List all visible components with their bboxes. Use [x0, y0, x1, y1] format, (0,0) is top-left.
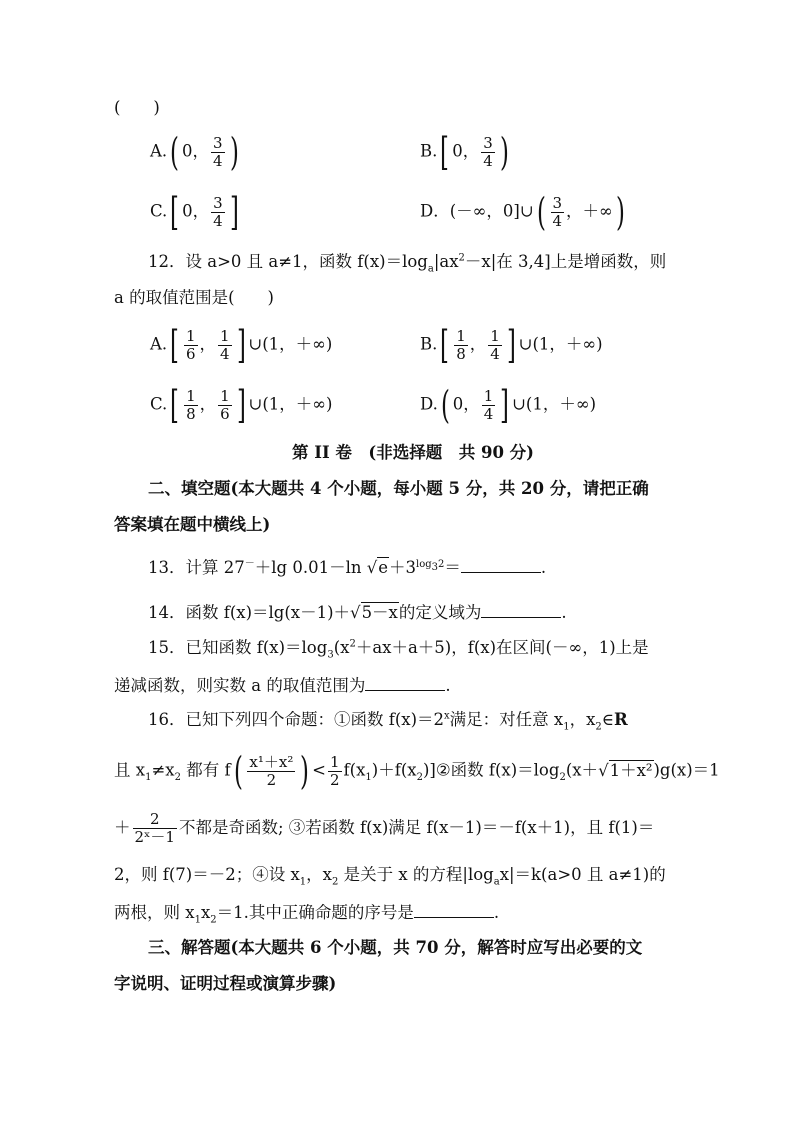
option-label: A.	[150, 141, 168, 161]
frac-num: 3	[483, 133, 493, 152]
frac-den: 2	[266, 770, 277, 789]
frac-den: 4	[490, 344, 500, 363]
sub: 1	[299, 876, 307, 888]
fraction	[551, 193, 565, 230]
q11-option-d	[420, 190, 628, 234]
answer-blank[interactable]	[461, 558, 541, 573]
q16-text: <	[312, 760, 326, 780]
sub: a	[427, 263, 434, 275]
bracket-left: [	[440, 323, 450, 367]
q11-option-b	[420, 130, 512, 174]
frac-den: 2	[330, 770, 340, 789]
sub: 2	[595, 721, 602, 733]
paren-right: )	[615, 190, 625, 234]
option-expr: 0，	[182, 201, 210, 221]
q16-text: )]②函数 f(x)＝log	[422, 760, 560, 780]
frac-num: 2	[133, 812, 177, 829]
answer-blank[interactable]	[481, 603, 561, 618]
union-text: ∪(1，＋∞)	[248, 394, 333, 414]
frac-num: 1	[490, 326, 500, 345]
q13	[148, 558, 546, 577]
fraction	[211, 193, 225, 230]
sup: 2	[438, 558, 445, 570]
frac-num: 1	[220, 386, 230, 405]
q11-option-a	[150, 130, 241, 174]
q12-stem-line1	[148, 252, 667, 275]
q14-text: 的定义域为	[398, 603, 482, 622]
frac-den: 4	[483, 404, 494, 423]
fraction	[482, 386, 496, 423]
section-ii-heading: 第 II 卷 (非选择题 共 90 分)	[292, 443, 534, 462]
q16-text: ＝1.其中正确命题的序号是	[216, 903, 414, 922]
fraction	[211, 133, 225, 170]
stem-text: 12．设 a>0 且 a≠1，函数 f(x)＝log	[148, 252, 428, 271]
frac-num: 1	[220, 326, 230, 345]
q16-text: x|＝k(a>0 且 a≠1)的	[499, 865, 666, 884]
q16-text: 2，则 f(7)＝－2；④设 x	[114, 865, 300, 884]
frac-den: 8	[456, 344, 466, 363]
frac-num: 3	[213, 193, 223, 212]
q15-text: 递减函数，则实数 a 的取值范围为	[114, 676, 366, 695]
q16-text: ，x	[569, 710, 596, 729]
answer-heading-line1: 三、解答题(本大题共 6 个小题，共 70 分，解答时应写出必要的文	[148, 938, 643, 957]
fraction	[184, 326, 198, 363]
q16-line4	[114, 865, 666, 888]
q11-paren: ( )	[114, 98, 160, 117]
q12-option-b: B.[ $\frac{1}{8}$ ， $\frac{1}{4}$ ] ∪(1，＋∞)	[420, 323, 603, 367]
sub: a	[493, 876, 500, 888]
q13-text: 13．计算 27	[148, 558, 245, 577]
q16-line2	[114, 749, 720, 793]
q12-option-c: C.[ $\frac{1}{8}$ ， $\frac{1}{6}$ ] ∪(1，＋∞)	[150, 383, 333, 427]
q12-option-d	[420, 383, 597, 427]
sub: 2	[416, 771, 423, 783]
set-r: R	[614, 710, 628, 729]
stem-text: |ax	[433, 252, 459, 271]
paren-left: (	[440, 383, 450, 427]
option-label: D．(－∞，0]∪	[420, 201, 534, 221]
frac-num: 3	[552, 193, 563, 212]
union-text: ∪(1，＋∞)	[248, 334, 333, 354]
fraction	[247, 752, 295, 789]
q16-text: ∈	[601, 710, 615, 729]
option-expr: 0，	[182, 141, 209, 161]
sub: 2	[210, 914, 217, 926]
sub: 2	[174, 771, 181, 783]
option-label: B.	[420, 334, 438, 354]
bracket-right: ]	[229, 190, 239, 234]
sub: 1	[563, 721, 570, 733]
frac-num: 1	[456, 326, 466, 345]
sqrt: √1＋x²	[598, 760, 653, 780]
paren-left: (	[170, 130, 180, 174]
fill-in-heading-line1: 二、填空题(本大题共 4 个小题，每小题 5 分，共 20 分，请把正确	[148, 479, 649, 498]
option-label: A.	[150, 334, 168, 354]
bracket-left: [	[170, 383, 180, 427]
sub: 3	[431, 561, 439, 573]
paren-left: (	[233, 749, 243, 793]
q14	[148, 603, 567, 622]
paren-right: )	[300, 749, 310, 793]
q16-text: 满足：对任意 x	[449, 710, 564, 729]
q16-text: 是关于 x 的方程|log	[338, 865, 494, 884]
sub: 1	[365, 771, 372, 783]
sup: log	[416, 558, 432, 570]
q12-option-a: A.[ $\frac{1}{6}$ ， $\frac{1}{4}$ ] ∪(1，＋∞)	[150, 323, 333, 367]
paren-right: )	[499, 130, 509, 174]
bracket-right: ]	[236, 323, 246, 367]
q16-text: )g(x)＝1	[653, 760, 720, 780]
q11-option-c	[150, 190, 242, 234]
period: .	[561, 603, 567, 622]
q16-text: x	[200, 903, 211, 922]
sup: 2	[349, 638, 356, 650]
sup: －	[244, 558, 255, 570]
option-label: C.	[150, 394, 168, 414]
q16-text: 两根，则 x	[114, 903, 195, 922]
radicand: 1＋x²	[609, 760, 653, 780]
fraction	[184, 386, 198, 423]
paren-right: )	[229, 130, 239, 174]
fraction	[218, 326, 232, 363]
union-text: ∪(1，＋∞)	[512, 394, 597, 414]
bracket-left: [	[440, 130, 450, 174]
frac-den: 4	[213, 211, 223, 230]
option-expr: ，＋∞	[566, 201, 613, 221]
fraction	[488, 326, 502, 363]
q15-text: ＋ax＋a＋5)，f(x)在区间(－∞，1)上是	[355, 638, 649, 657]
frac-den: 6	[186, 344, 196, 363]
q16-line1	[148, 710, 628, 733]
paren-left: (	[536, 190, 546, 234]
fraction	[328, 752, 342, 789]
answer-blank[interactable]	[365, 676, 445, 691]
bracket-left: [	[170, 323, 180, 367]
q13-text: ＋3	[389, 558, 417, 577]
fraction	[481, 133, 495, 170]
q15-line2	[114, 676, 451, 695]
q16-line3	[114, 812, 654, 845]
option-expr: 0，	[452, 141, 480, 161]
q16-text: (x＋	[565, 760, 599, 780]
frac-num: 1	[186, 386, 196, 405]
q16-text: 都有 f	[180, 760, 231, 780]
frac-den: 6	[220, 404, 230, 423]
stem-text: －x|在 3,4]上是增函数，则	[464, 252, 667, 271]
sup: 2	[458, 252, 465, 264]
answer-heading-line2: 字说明、证明过程或演算步骤)	[114, 974, 337, 993]
q16-text: ≠x	[151, 760, 175, 780]
sub: 1	[194, 914, 201, 926]
option-label: C.	[150, 201, 168, 221]
frac-den: 8	[186, 404, 196, 423]
sub: 3	[327, 649, 334, 661]
sup: x	[444, 710, 450, 722]
union-text: ∪(1，＋∞)	[518, 334, 603, 354]
radicand: 5－x	[361, 603, 398, 622]
radicand: e	[378, 558, 389, 577]
sub: 1	[145, 771, 152, 783]
q13-text: ＝	[444, 558, 461, 577]
bracket-right: ]	[236, 383, 246, 427]
period: .	[445, 676, 451, 695]
period: .	[493, 903, 500, 922]
sqrt: √e	[366, 558, 389, 577]
fraction	[454, 326, 468, 363]
q16-text: )＋f(x	[371, 760, 417, 780]
sqrt: √5－x	[350, 603, 398, 622]
frac-den: 4	[213, 151, 223, 170]
fraction	[218, 386, 232, 423]
q16-text: ＋	[114, 818, 131, 837]
bracket-right: ]	[506, 323, 516, 367]
frac-den: 2ˣ－1	[134, 828, 175, 846]
frac-num: x¹＋x²	[249, 752, 294, 771]
answer-blank[interactable]	[414, 903, 494, 918]
q14-text: 14．函数 f(x)＝lg(x－1)＋	[148, 603, 351, 622]
q15-text: 15．已知函数 f(x)＝log	[148, 638, 328, 657]
q16-line5	[114, 903, 500, 926]
fraction	[133, 812, 177, 845]
q15-text: (x	[333, 638, 350, 657]
bracket-left: [	[170, 190, 180, 234]
option-label: B.	[420, 141, 438, 161]
fill-in-heading-line2: 答案填在题中横线上)	[114, 515, 271, 534]
q16-text: ，x	[306, 865, 332, 884]
frac-den: 4	[552, 211, 563, 230]
q16-text: 且 x	[114, 760, 146, 780]
frac-num: 1	[186, 326, 196, 345]
q15-line1	[148, 638, 649, 661]
q12-stem-line2: a 的取值范围是( )	[114, 288, 274, 307]
frac-num: 3	[213, 133, 223, 152]
frac-num: 1	[330, 752, 340, 771]
period: .	[540, 558, 547, 577]
frac-num: 1	[483, 386, 494, 405]
frac-den: 4	[220, 344, 230, 363]
q16-text: 16．已知下列四个命题：①函数 f(x)＝2	[148, 710, 445, 729]
sub: 2	[559, 771, 566, 783]
sub: 2	[331, 876, 339, 888]
option-expr: 0，	[452, 394, 480, 414]
option-label: D.	[420, 394, 438, 414]
frac-den: 4	[483, 151, 493, 170]
q13-text: ＋lg 0.01－ln	[254, 558, 367, 577]
q16-text: 不都是奇函数; ③若函数 f(x)满足 f(x－1)＝－f(x＋1)，且 f(1)＝	[178, 818, 655, 837]
q16-text: f(x	[343, 760, 366, 780]
bracket-right: ]	[500, 383, 510, 427]
